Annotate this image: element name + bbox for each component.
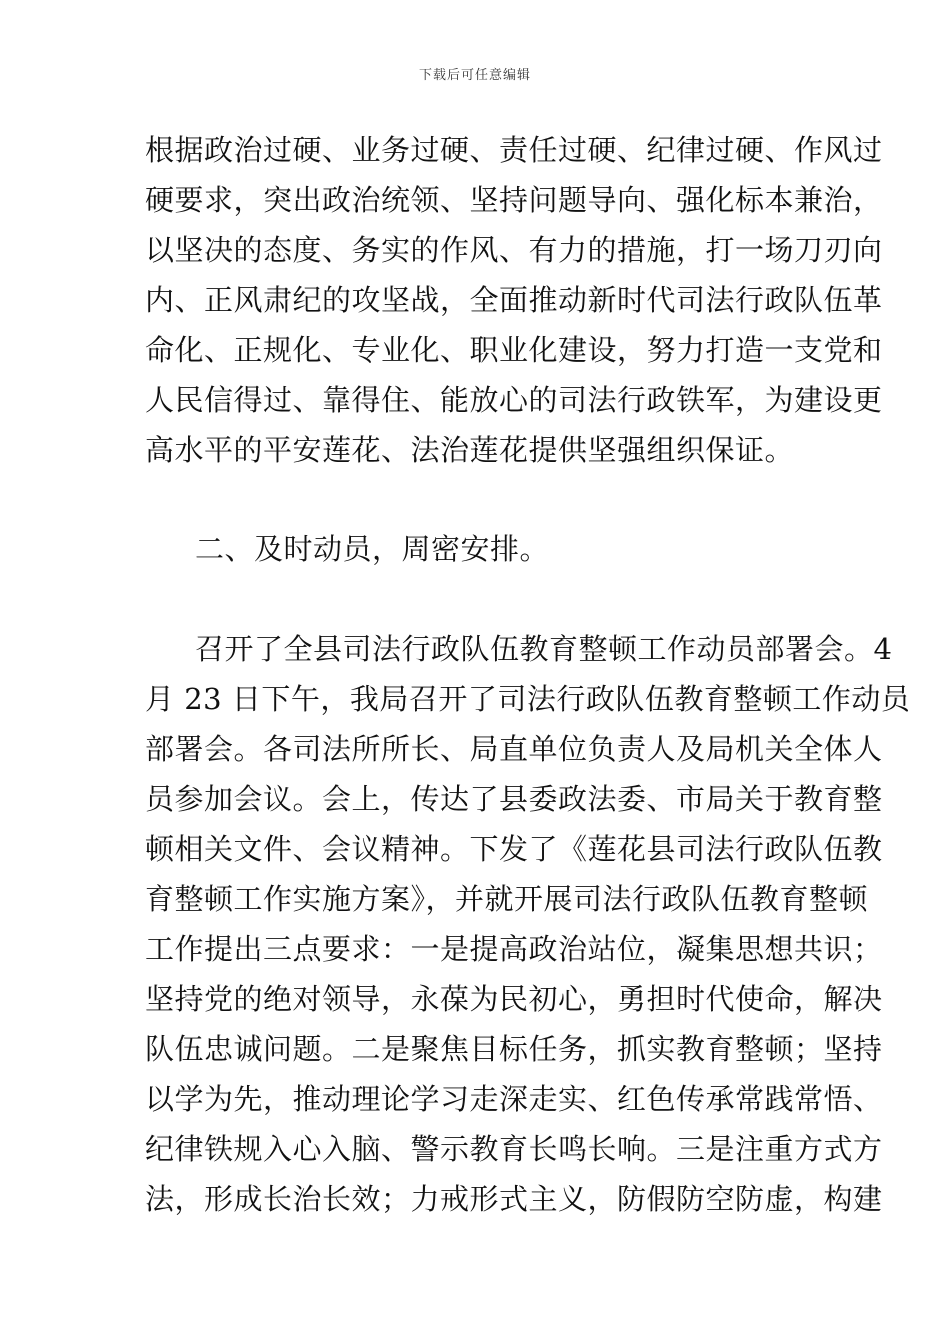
text-line: 部署会。各司法所所长、局直单位负责人及局机关全体人 bbox=[145, 732, 883, 766]
text-line: 高水平的平安莲花、法治莲花提供坚强组织保证。 bbox=[145, 433, 795, 467]
text-line: 纪律铁规入心入脑、警示教育长鸣长响。三是注重方式方 bbox=[145, 1132, 883, 1166]
text-line: 育整顿工作实施方案》，并就开展司法行政队伍教育整顿 bbox=[145, 882, 869, 916]
text-line: 法，形成长治长效；力戒形式主义，防假防空防虚，构建 bbox=[145, 1182, 883, 1216]
section-heading: 二、及时动员，周密安排。 bbox=[195, 532, 550, 566]
text-line: 员参加会议。会上，传达了县委政法委、市局关于教育整 bbox=[145, 782, 883, 816]
text-line: 根据政治过硬、业务过硬、责任过硬、纪律过硬、作风过 bbox=[145, 133, 883, 167]
text-line: 月 23 日下午，我局召开了司法行政队伍教育整顿工作动员 bbox=[145, 682, 911, 716]
page-header: 下载后可任意编辑 bbox=[418, 68, 531, 83]
text-line: 坚持党的绝对领导，永葆为民初心，勇担时代使命，解决 bbox=[145, 982, 883, 1016]
text-line: 人民信得过、靠得住、能放心的司法行政铁军，为建设更 bbox=[145, 383, 883, 417]
text-line: 顿相关文件、会议精神。下发了《莲花县司法行政队伍教 bbox=[145, 832, 883, 866]
text-line: 以坚决的态度、务实的作风、有力的措施，打一场刀刃向 bbox=[145, 233, 883, 267]
text-line: 以学为先，推动理论学习走深走实、红色传承常践常悟、 bbox=[145, 1082, 883, 1116]
text-line: 队伍忠诚问题。二是聚焦目标任务，抓实教育整顿；坚持 bbox=[145, 1032, 883, 1066]
text-line: 召开了全县司法行政队伍教育整顿工作动员部署会。4 bbox=[195, 632, 893, 666]
text-line: 内、正风肃纪的攻坚战，全面推动新时代司法行政队伍革 bbox=[145, 283, 883, 317]
text-line: 硬要求，突出政治统领、坚持问题导向、强化标本兼治， bbox=[145, 183, 883, 217]
text-line: 命化、正规化、专业化、职业化建设，努力打造一支党和 bbox=[145, 333, 883, 367]
text-line: 工作提出三点要求：一是提高政治站位，凝集思想共识； bbox=[145, 932, 883, 966]
